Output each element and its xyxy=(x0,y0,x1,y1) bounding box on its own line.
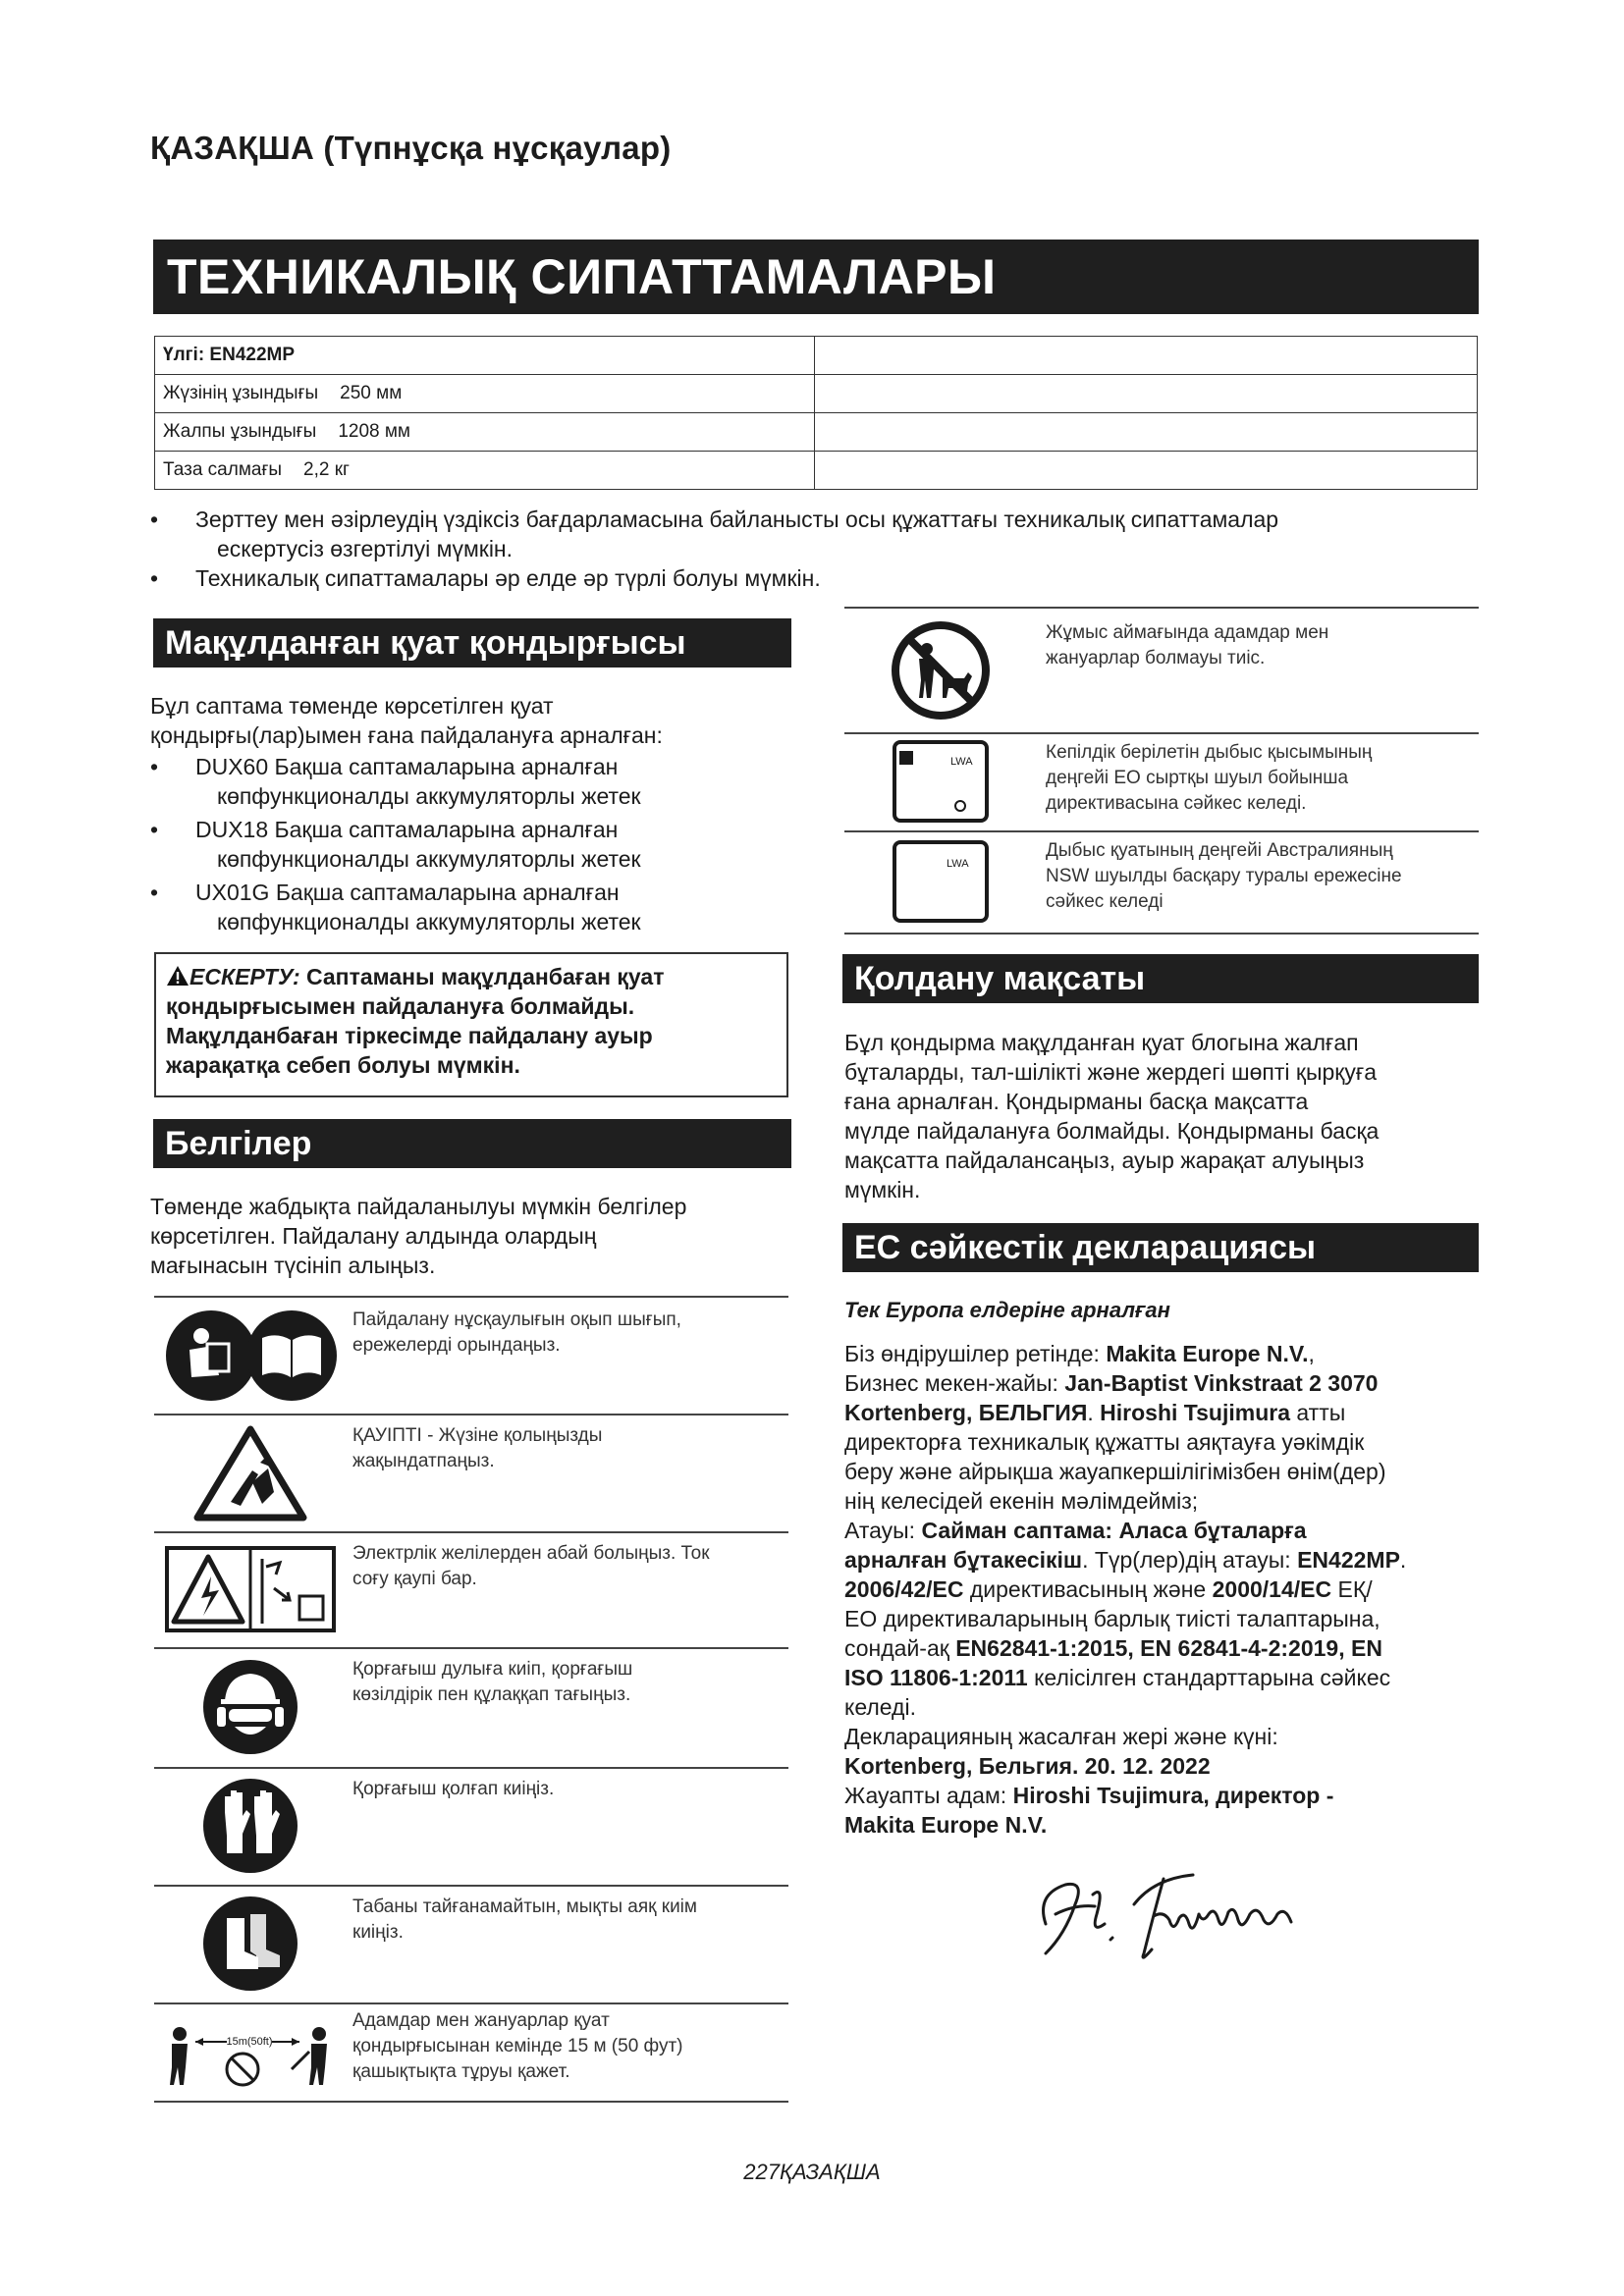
text-line: қондырғысынан кемінде 15 м (50 фут) xyxy=(352,2036,683,2056)
text-line: киіңіз. xyxy=(352,1922,404,1943)
text-line: жақындатпаңыз. xyxy=(352,1451,495,1471)
text-line: сәйкес келеді xyxy=(1046,891,1164,912)
ec-subheading: Тек Еуропа елдеріне арналған xyxy=(844,1298,1170,1322)
symbol-row xyxy=(154,2002,788,2103)
empty-cell xyxy=(815,452,1478,490)
bold-segment: Kortenberg, Бельгия. 20. 12. 2022 xyxy=(844,1753,1211,1779)
spec-table xyxy=(154,336,1478,490)
text-line: көзілдірік пен құлаққап тағыңыз. xyxy=(352,1684,631,1705)
text-line: ҚАУІПТІ - Жүзіне қолыңызды xyxy=(352,1425,603,1446)
text-line xyxy=(844,1339,1492,1368)
spec-value: 1208 мм xyxy=(338,421,410,442)
spec-value: 250 мм xyxy=(340,383,403,403)
symbol-row xyxy=(844,732,1479,832)
text-line: мақсатта пайдалансаңыз, ауыр жарақат алуыңыз xyxy=(844,1148,1365,1173)
text-line: қашықтықта тұруы қажет. xyxy=(352,2061,570,2082)
list-item xyxy=(150,815,798,874)
text-line: Кепілдік берілетін дыбыс қысымының xyxy=(1046,742,1373,763)
intended-use-heading: Қолдану мақсаты xyxy=(842,954,1479,1003)
text-line: DUX18 Бақша саптамаларына арналған xyxy=(195,817,619,842)
text-line: Электрлік желілерден абай болыңыз. Ток xyxy=(352,1543,710,1564)
symbol-row xyxy=(844,830,1479,934)
text-segment: директивасының және xyxy=(963,1576,1213,1602)
bold-segment: Hiroshi Tsujimura, директор - xyxy=(1012,1783,1334,1808)
warning-line xyxy=(166,962,777,991)
warning-triangle-icon xyxy=(166,965,189,987)
no-people-animals-icon xyxy=(844,609,1036,732)
text-line: жануарлар болмауы тиіс. xyxy=(1046,648,1266,668)
note-line: Техникалық сипаттамалары әр елде әр түрлі болуы мүмкін. xyxy=(195,565,821,591)
bullet: • xyxy=(150,817,159,842)
symbols-intro xyxy=(150,1192,798,1280)
bold-segment: Kortenberg, БЕЛЬГИЯ xyxy=(844,1400,1088,1425)
spec-label: Жүзінің ұзындығы xyxy=(163,383,319,403)
symbol-description xyxy=(352,1657,785,1708)
spec-notes xyxy=(150,505,1486,593)
text-line xyxy=(844,1516,1492,1545)
symbol-row xyxy=(154,1414,788,1533)
text-line: Жұмыс аймағында адамдар мен xyxy=(1046,622,1329,643)
warning-line: Мақұлданбаған тіркесімде пайдалану ауыр xyxy=(166,1023,653,1048)
bold-segment: Hiroshi Tsujimura xyxy=(1100,1400,1290,1425)
bold-segment: Makita Europe N.V. xyxy=(1106,1341,1309,1366)
text-line xyxy=(844,1633,1492,1663)
text-segment: Жауапты адам: xyxy=(844,1783,1013,1808)
text-line: мағынасын түсініп алыңыз. xyxy=(150,1253,436,1278)
note-line: Зерттеу мен әзірлеудің үздіксіз бағдарламасына байланысты осы құжаттағы техникалық сипаттамалар xyxy=(195,507,1279,532)
text-segment: сондай-ақ xyxy=(844,1635,956,1661)
text-line xyxy=(844,1604,1492,1633)
text-line: Төменде жабдықта пайдаланылуы мүмкін белгілер xyxy=(150,1194,687,1219)
page-footer: 227ҚАЗАҚША xyxy=(743,2160,881,2184)
bold-segment: EN422MP xyxy=(1297,1547,1400,1573)
text-line: көпфункционалды аккумуляторлы жетек xyxy=(217,783,641,809)
spec-cell xyxy=(155,375,815,413)
symbol-row xyxy=(844,609,1479,734)
spec-label: Жалпы ұзындығы xyxy=(163,421,317,442)
bold-segment: Сайман саптама: Аласа бұталарға xyxy=(921,1518,1307,1543)
text-line: ғана арналған. Қондырманы басқа мақсатта xyxy=(844,1089,1309,1114)
warning-text: Саптаманы мақұлданбаған қуат xyxy=(306,964,665,989)
text-line: бұталарды, тал-шілікті және жердегі шөпті қырқуға xyxy=(844,1059,1378,1085)
text-segment: беру және айрықша жауапкершілігімізбен өнім(дер) xyxy=(844,1459,1386,1484)
warning-line: қондырғысымен пайдалануға болмайды. xyxy=(166,993,635,1019)
symbol-description xyxy=(1046,838,1478,915)
text-segment: директорға техникалық құжатты аяқтауға уәкімдік xyxy=(844,1429,1365,1455)
noise-au-icon xyxy=(844,830,1036,933)
spec-cell xyxy=(155,413,815,452)
bullet: • xyxy=(150,880,159,905)
text-line: көрсетілген. Пайдалану алдында олардың xyxy=(150,1223,597,1249)
text-line xyxy=(844,1781,1492,1810)
bold-segment: арналған бұтакесікіш xyxy=(844,1547,1083,1573)
text-segment: Атауы: xyxy=(844,1518,922,1543)
text-segment: , xyxy=(1308,1341,1315,1366)
bold-segment: ISO 11806-1:2011 xyxy=(844,1665,1028,1690)
bold-segment: Jan-Baptist Vinkstraat 2 3070 xyxy=(1064,1370,1379,1396)
list-item xyxy=(150,752,798,811)
symbol-row xyxy=(154,1767,788,1887)
text-segment: ЕҚ/ xyxy=(1331,1576,1373,1602)
noise-eu-icon xyxy=(844,732,1036,830)
bold-segment: 2000/14/EC xyxy=(1212,1576,1332,1602)
symbol-description xyxy=(352,1541,785,1592)
table-row xyxy=(155,375,1478,413)
bullet: • xyxy=(150,565,159,591)
text-line xyxy=(844,1427,1492,1457)
list-item xyxy=(150,505,1486,563)
text-segment: атты xyxy=(1289,1400,1346,1425)
spec-value: 2,2 кг xyxy=(303,459,350,480)
blade-hazard-icon xyxy=(154,1414,346,1531)
bold-segment: 2006/42/EC xyxy=(844,1576,964,1602)
bold-segment: EN62841-1:2015, EN 62841-4-2:2019, EN xyxy=(955,1635,1382,1661)
symbol-row xyxy=(154,1298,788,1415)
text-line: соғу қаупі бар. xyxy=(352,1569,477,1589)
text-line: көпфункционалды аккумуляторлы жетек xyxy=(217,909,641,934)
text-line: ережелерді орындаңыз. xyxy=(352,1335,561,1356)
text-segment: келеді. xyxy=(844,1694,916,1720)
text-line xyxy=(844,1722,1492,1751)
read-manual-icon xyxy=(154,1298,346,1414)
symbol-description xyxy=(352,1895,785,1946)
text-segment: келісілген стандарттарына сәйкес xyxy=(1027,1665,1391,1690)
warning-label: ЕСКЕРТУ: xyxy=(189,964,300,989)
text-line xyxy=(844,1368,1492,1398)
power-units-list xyxy=(150,752,798,936)
text-line: мүмкін. xyxy=(844,1177,921,1202)
text-line: Бұл саптама төменде көрсетілген қуат xyxy=(150,693,554,719)
empty-cell xyxy=(815,375,1478,413)
bullet: • xyxy=(150,754,159,779)
spec-label: Таза салмағы xyxy=(163,459,283,480)
text-line: Бұл қондырма мақұлданған қуат блогына жалғап xyxy=(844,1030,1359,1055)
text-line: Қорғағыш қолғап киіңіз. xyxy=(352,1779,555,1799)
text-line xyxy=(844,1692,1492,1722)
warning-line: жарақатқа себеп болуы мүмкін. xyxy=(166,1052,520,1078)
text-segment: нің келесідей екенін мәлімдейміз; xyxy=(844,1488,1199,1514)
spec-cell xyxy=(155,452,815,490)
text-segment: ЕО директиваларының барлық тиісті талаптарына, xyxy=(844,1606,1380,1631)
text-line: Қорғағыш дулыға киіп, қорғағыш xyxy=(352,1659,633,1680)
symbol-row xyxy=(154,1647,788,1769)
text-segment: Бизнес мекен-жайы: xyxy=(844,1370,1065,1396)
symbol-row xyxy=(154,1885,788,2004)
table-row xyxy=(155,337,1478,375)
text-segment: . xyxy=(1087,1400,1101,1425)
list-item xyxy=(150,878,798,936)
text-line: Табаны тайғанамайтын, мықты аяқ киім xyxy=(352,1896,697,1917)
warning-box xyxy=(154,952,788,1097)
text-segment: Біз өндірушілер ретінде: xyxy=(844,1341,1107,1366)
symbol-description xyxy=(352,1308,785,1359)
note-line: ескертусіз өзгертілуі мүмкін. xyxy=(217,536,514,561)
lwa-label: LWA xyxy=(949,756,973,768)
signature xyxy=(1006,1855,1330,1973)
text-segment: . xyxy=(1399,1547,1407,1573)
empty-cell xyxy=(815,413,1478,452)
text-line xyxy=(844,1486,1492,1516)
intended-use-text xyxy=(844,1028,1492,1204)
electrocution-hazard-icon xyxy=(154,1531,346,1647)
text-line: қондырғы(лар)ымен ғана пайдалануға арналған: xyxy=(150,722,663,748)
bold-segment: Makita Europe N.V. xyxy=(844,1812,1048,1838)
ec-declaration-heading: ЕС сәйкестік декларациясы xyxy=(842,1223,1479,1272)
text-line: UX01G Бақша саптамаларына арналған xyxy=(195,880,620,905)
distance-label: 15m(50ft) xyxy=(225,2036,273,2048)
text-line: Пайдалану нұсқаулығын оқып шығып, xyxy=(352,1309,681,1330)
symbol-description xyxy=(352,2008,785,2085)
power-section-intro xyxy=(150,691,798,750)
symbol-description xyxy=(352,1777,785,1802)
table-row xyxy=(155,452,1478,490)
text-line: Дыбыс қуатының деңгейі Австралияның xyxy=(1046,840,1393,861)
helmet-goggles-ear-icon xyxy=(154,1647,346,1767)
symbol-description xyxy=(1046,620,1478,671)
text-line: көпфункционалды аккумуляторлы жетек xyxy=(217,846,641,872)
text-line xyxy=(844,1457,1492,1486)
bullet: • xyxy=(150,507,159,532)
power-section-heading: Мақұлданған қуат қондырғысы xyxy=(153,618,791,667)
symbol-description xyxy=(352,1423,785,1474)
text-line: мүлде пайдалануға болмайды. Қондырманы басқа xyxy=(844,1118,1380,1144)
boots-icon xyxy=(154,1885,346,2002)
text-line: DUX60 Бақша саптамаларына арналған xyxy=(195,754,619,779)
gloves-icon xyxy=(154,1767,346,1885)
symbols-section-heading: Белгілер xyxy=(153,1119,791,1168)
symbol-description xyxy=(1046,740,1478,817)
model-cell: Үлгі: EN422MP xyxy=(155,337,815,375)
main-heading: ТЕХНИКАЛЫҚ СИПАТТАМАЛАРЫ xyxy=(153,240,1479,314)
text-line xyxy=(844,1751,1492,1781)
language-title: ҚАЗАҚША (Түпнұсқа нұсқаулар) xyxy=(150,130,672,166)
text-segment: Декларацияның жасалған жері және күні: xyxy=(844,1724,1278,1749)
text-line: деңгейі ЕО сыртқы шуыл бойынша xyxy=(1046,768,1349,788)
text-line: Адамдар мен жануарлар қуат xyxy=(352,2010,610,2031)
keep-distance-icon xyxy=(154,2002,346,2101)
text-line xyxy=(844,1663,1492,1692)
list-item xyxy=(150,563,1486,593)
empty-cell xyxy=(815,337,1478,375)
text-line xyxy=(844,1810,1492,1840)
text-line xyxy=(844,1398,1492,1427)
lwa-label: LWA xyxy=(946,858,969,870)
text-line: NSW шуылды басқару туралы ережесіне xyxy=(1046,866,1402,886)
text-line xyxy=(844,1575,1492,1604)
text-line: директивасына сәйкес келеді. xyxy=(1046,793,1307,814)
symbol-row xyxy=(154,1531,788,1649)
text-segment: . Түр(лер)дің атауы: xyxy=(1082,1547,1298,1573)
text-line xyxy=(844,1545,1492,1575)
ec-declaration-text xyxy=(844,1339,1492,1840)
table-row xyxy=(155,413,1478,452)
